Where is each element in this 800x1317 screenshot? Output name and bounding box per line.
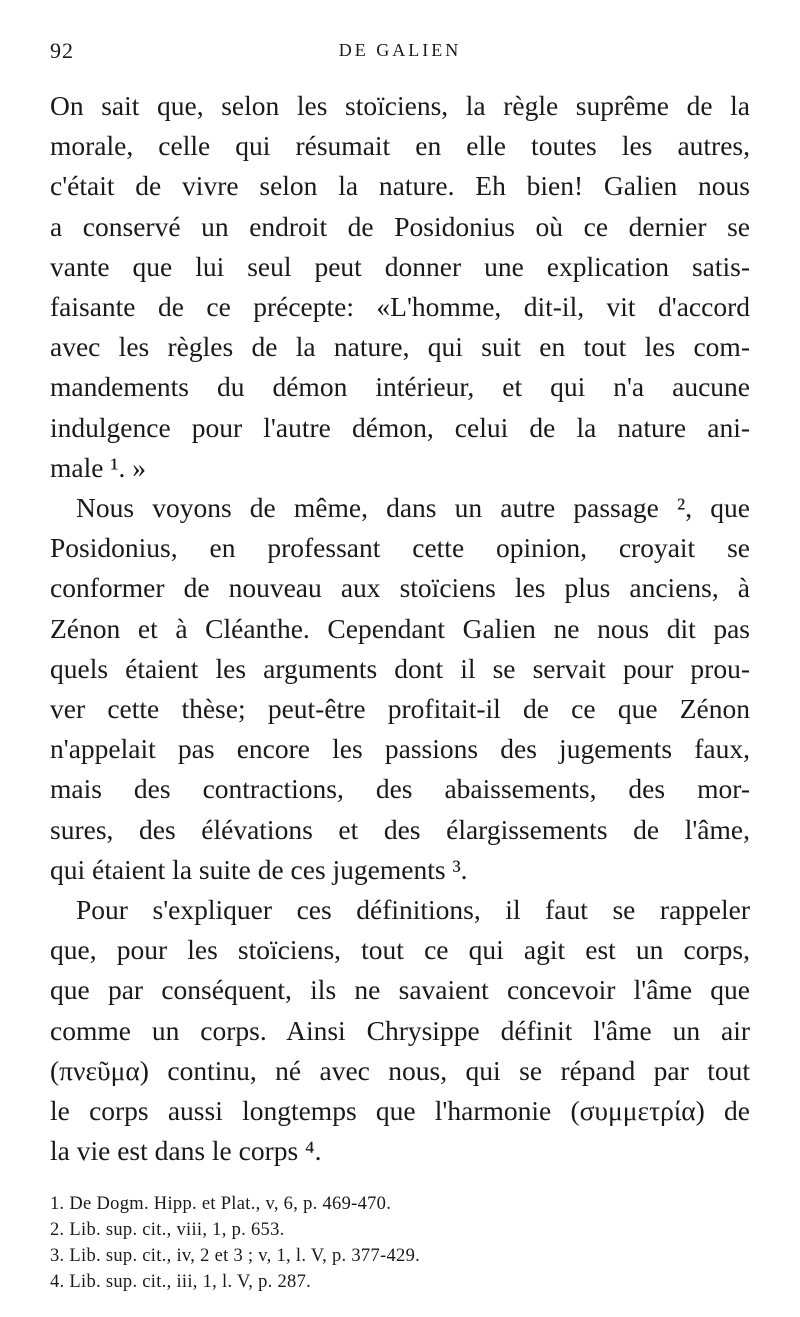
text-line: mandements du démon intérieur, et qui n'a aucune bbox=[50, 371, 750, 403]
paragraph bbox=[50, 890, 750, 1171]
text-line: n'appelait pas encore les passions des jugements faux, bbox=[50, 733, 750, 765]
text-line: comme un corps. Ainsi Chrysippe définit l'âme un air bbox=[50, 1014, 750, 1046]
page-header bbox=[50, 38, 750, 78]
text-line: le corps aussi longtemps que l'harmonie (συμμετρία) de bbox=[50, 1095, 750, 1127]
text-line: mais des contractions, des abaissements, des mor- bbox=[50, 773, 750, 805]
footnote: 2. Lib. sup. cit., viii, 1, p. 653. bbox=[50, 1220, 285, 1241]
paragraph bbox=[50, 86, 750, 488]
footnote: 4. Lib. sup. cit., iii, 1, l. V, p. 287. bbox=[50, 1272, 312, 1293]
text-line: avec les règles de la nature, qui suit en tout les com- bbox=[50, 331, 750, 363]
text-line: Pour s'expliquer ces définitions, il faut se rappeler bbox=[76, 894, 750, 926]
text-line: male ¹. » bbox=[50, 451, 147, 483]
text-line: Posidonius, en professant cette opinion, croyait se bbox=[50, 532, 750, 564]
footnote: 1. De Dogm. Hipp. et Plat., v, 6, p. 469-470. bbox=[50, 1194, 392, 1215]
text-line: qui étaient la suite de ces jugements ³. bbox=[50, 853, 468, 885]
text-line: morale, celle qui résumait en elle toutes les autres, bbox=[50, 130, 750, 162]
paragraph bbox=[50, 488, 750, 890]
text-line: que par conséquent, ils ne savaient concevoir l'âme que bbox=[50, 974, 750, 1006]
text-line: c'était de vivre selon la nature. Eh bien! Galien nous bbox=[50, 170, 750, 202]
text-line: quels étaient les arguments dont il se servait pour prou- bbox=[50, 652, 750, 684]
page-number: 92 bbox=[50, 38, 74, 63]
text-line: (πνεῦμα) continu, né avec nous, qui se répand par tout bbox=[50, 1054, 750, 1086]
text-line: indulgence pour l'autre démon, celui de la nature ani- bbox=[50, 411, 750, 443]
text-line: Zénon et à Cléanthe. Cependant Galien ne nous dit pas bbox=[50, 612, 750, 644]
footnote: 3. Lib. sup. cit., iv, 2 et 3 ; v, 1, l. V, p. 377-429. bbox=[50, 1246, 421, 1267]
text-line: sures, des élévations et des élargissements de l'âme, bbox=[50, 813, 750, 845]
text-line: que, pour les stoïciens, tout ce qui agit est un corps, bbox=[50, 934, 750, 966]
running-title: DE GALIEN bbox=[338, 40, 462, 60]
body-text bbox=[50, 86, 750, 1171]
footnotes bbox=[50, 1191, 750, 1295]
text-line: On sait que, selon les stoïciens, la règle suprême de la bbox=[50, 90, 750, 121]
text-line: conformer de nouveau aux stoïciens les plus anciens, à bbox=[50, 572, 750, 604]
text-line: Nous voyons de même, dans un autre passage ², que bbox=[76, 492, 750, 524]
text-line: faisante de ce précepte: «L'homme, dit-il, vit d'accord bbox=[50, 291, 750, 323]
text-line: ver cette thèse; peut-être profitait-il de ce que Zénon bbox=[50, 693, 750, 725]
text-line: a conservé un endroit de Posidonius où ce dernier se bbox=[50, 210, 750, 242]
text-line: vante que lui seul peut donner une explication satis- bbox=[50, 250, 750, 282]
text-line: la vie est dans le corps ⁴. bbox=[50, 1135, 322, 1167]
book-page bbox=[50, 38, 750, 1295]
